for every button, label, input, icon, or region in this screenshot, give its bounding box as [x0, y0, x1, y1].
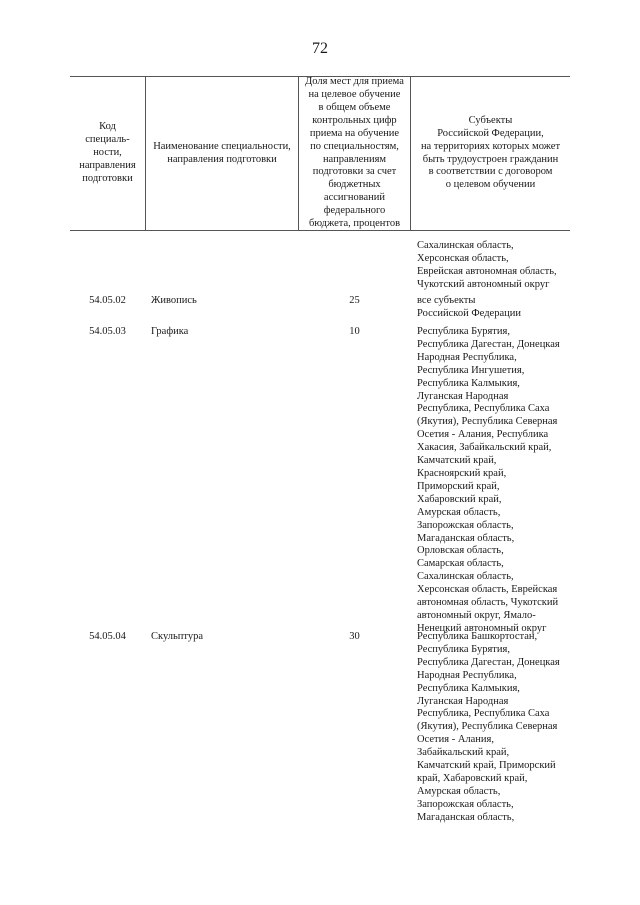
page-number: 72	[312, 40, 328, 57]
text-line: подготовки за счет	[312, 166, 397, 178]
text-line: автономный округ, Ямало-	[417, 609, 536, 621]
row-share: 10	[349, 326, 360, 337]
row-name: Скульптура	[151, 631, 204, 642]
header-name	[146, 77, 298, 230]
text-line: федерального	[323, 205, 386, 217]
text-line: специаль-	[85, 134, 130, 146]
text-line: в общем объеме	[318, 101, 391, 113]
text-line: Луганская Народная	[417, 695, 509, 707]
text-line: Херсонская область, Еврейская	[417, 584, 558, 596]
text-line: край, Хабаровский край,	[417, 772, 528, 784]
text-line: все субъекты	[417, 295, 476, 306]
text-line: на целевое обучение	[308, 88, 401, 100]
text-line: Магаданская область,	[417, 532, 515, 544]
text-line: Республика Ингушетия,	[417, 364, 525, 376]
text-line: Субъекты	[468, 114, 513, 126]
text-line: Российской Федерации,	[437, 127, 544, 139]
text-line: Хакасия, Забайкальский край,	[417, 442, 552, 454]
text-line: Херсонская область,	[417, 252, 509, 264]
text-line: Осетия - Алания, Республика	[417, 429, 549, 441]
row-name: Живопись	[151, 295, 197, 306]
text-line: приема на обучение	[309, 127, 400, 139]
text-line: Республика Бурятия,	[417, 326, 510, 337]
text-line: Амурская область,	[417, 785, 501, 797]
text-line: Народная Республика,	[417, 351, 517, 363]
text-line: Республика Калмыкия,	[417, 682, 520, 694]
text-line: Код	[99, 121, 116, 133]
text-line: Хабаровский край,	[417, 493, 502, 505]
text-line: (Якутия), Республика Северная	[417, 416, 558, 428]
text-line: ности,	[93, 147, 122, 159]
text-line: направления подготовки	[167, 153, 277, 165]
text-line: ассигнований	[323, 192, 386, 204]
text-line: Республика Бурятия,	[417, 643, 510, 655]
text-line: Камчатский край,	[417, 455, 497, 467]
text-line: контрольных цифр	[312, 114, 397, 126]
text-line: подготовки	[82, 172, 133, 184]
text-line: Еврейская автономная область,	[417, 265, 557, 277]
row-subjects	[417, 295, 521, 321]
text-line: Магаданская область,	[417, 811, 515, 823]
header-subjects	[411, 77, 570, 230]
row-code: 54.05.03	[89, 326, 126, 337]
text-line: направления	[79, 159, 136, 171]
text-line: Республика, Республика Саха	[417, 403, 550, 415]
row-subjects	[417, 326, 560, 636]
text-line: бюджетных	[328, 179, 381, 191]
row-code: 54.05.04	[89, 631, 126, 642]
text-line: Республика Дагестан, Донецкая	[417, 338, 560, 350]
text-line: Ненецкий автономный округ	[417, 622, 547, 634]
text-line: Приморский край,	[417, 480, 500, 492]
header-share	[299, 77, 410, 230]
text-line: Чукотский автономный округ	[417, 278, 550, 290]
text-line: Республика Дагестан, Донецкая	[417, 656, 560, 668]
text-line: Забайкальский край,	[417, 747, 510, 759]
text-line: автономная область, Чукотский	[417, 597, 559, 609]
header-code	[70, 77, 145, 230]
text-line: на территориях которых может	[420, 140, 561, 152]
text-line: Запорожская область,	[417, 798, 514, 810]
text-line: (Якутия), Республика Северная	[417, 721, 558, 733]
text-line: Республика, Республика Саха	[417, 708, 550, 720]
row-subjects	[417, 631, 560, 825]
continuation-subjects	[417, 240, 557, 292]
text-line: Амурская область,	[417, 506, 501, 518]
text-line: направлениям	[322, 153, 387, 165]
text-line: быть трудоустроен гражданин	[422, 153, 559, 165]
row-share: 25	[349, 295, 360, 306]
text-line: Республика Башкортостан,	[417, 631, 538, 642]
text-line: Республика Калмыкия,	[417, 377, 520, 389]
text-line: Российской Федерации	[417, 307, 521, 319]
text-line: Сахалинская область,	[417, 571, 514, 583]
text-line: Орловская область,	[417, 545, 504, 557]
text-line: Красноярский край,	[417, 467, 507, 479]
text-line: по специальностям,	[310, 140, 399, 152]
row-name: Графика	[151, 326, 189, 337]
text-line: в соответствии с договором	[428, 166, 553, 178]
text-line: о целевом обучении	[445, 179, 536, 191]
text-line: Наименование специальности,	[153, 140, 291, 152]
text-line: Осетия - Алания,	[417, 734, 494, 746]
text-line: бюджета, процентов	[308, 218, 401, 230]
text-line: Запорожская область,	[417, 519, 514, 531]
row-code: 54.05.02	[89, 295, 126, 306]
text-line: Луганская Народная	[417, 390, 509, 402]
row-share: 30	[349, 631, 360, 642]
text-line: Народная Республика,	[417, 669, 517, 681]
text-line: Камчатский край, Приморский	[417, 760, 556, 772]
text-line: Сахалинская область,	[417, 240, 514, 251]
text-line: Доля мест для приема	[305, 76, 404, 88]
text-line: Самарская область,	[417, 558, 504, 570]
